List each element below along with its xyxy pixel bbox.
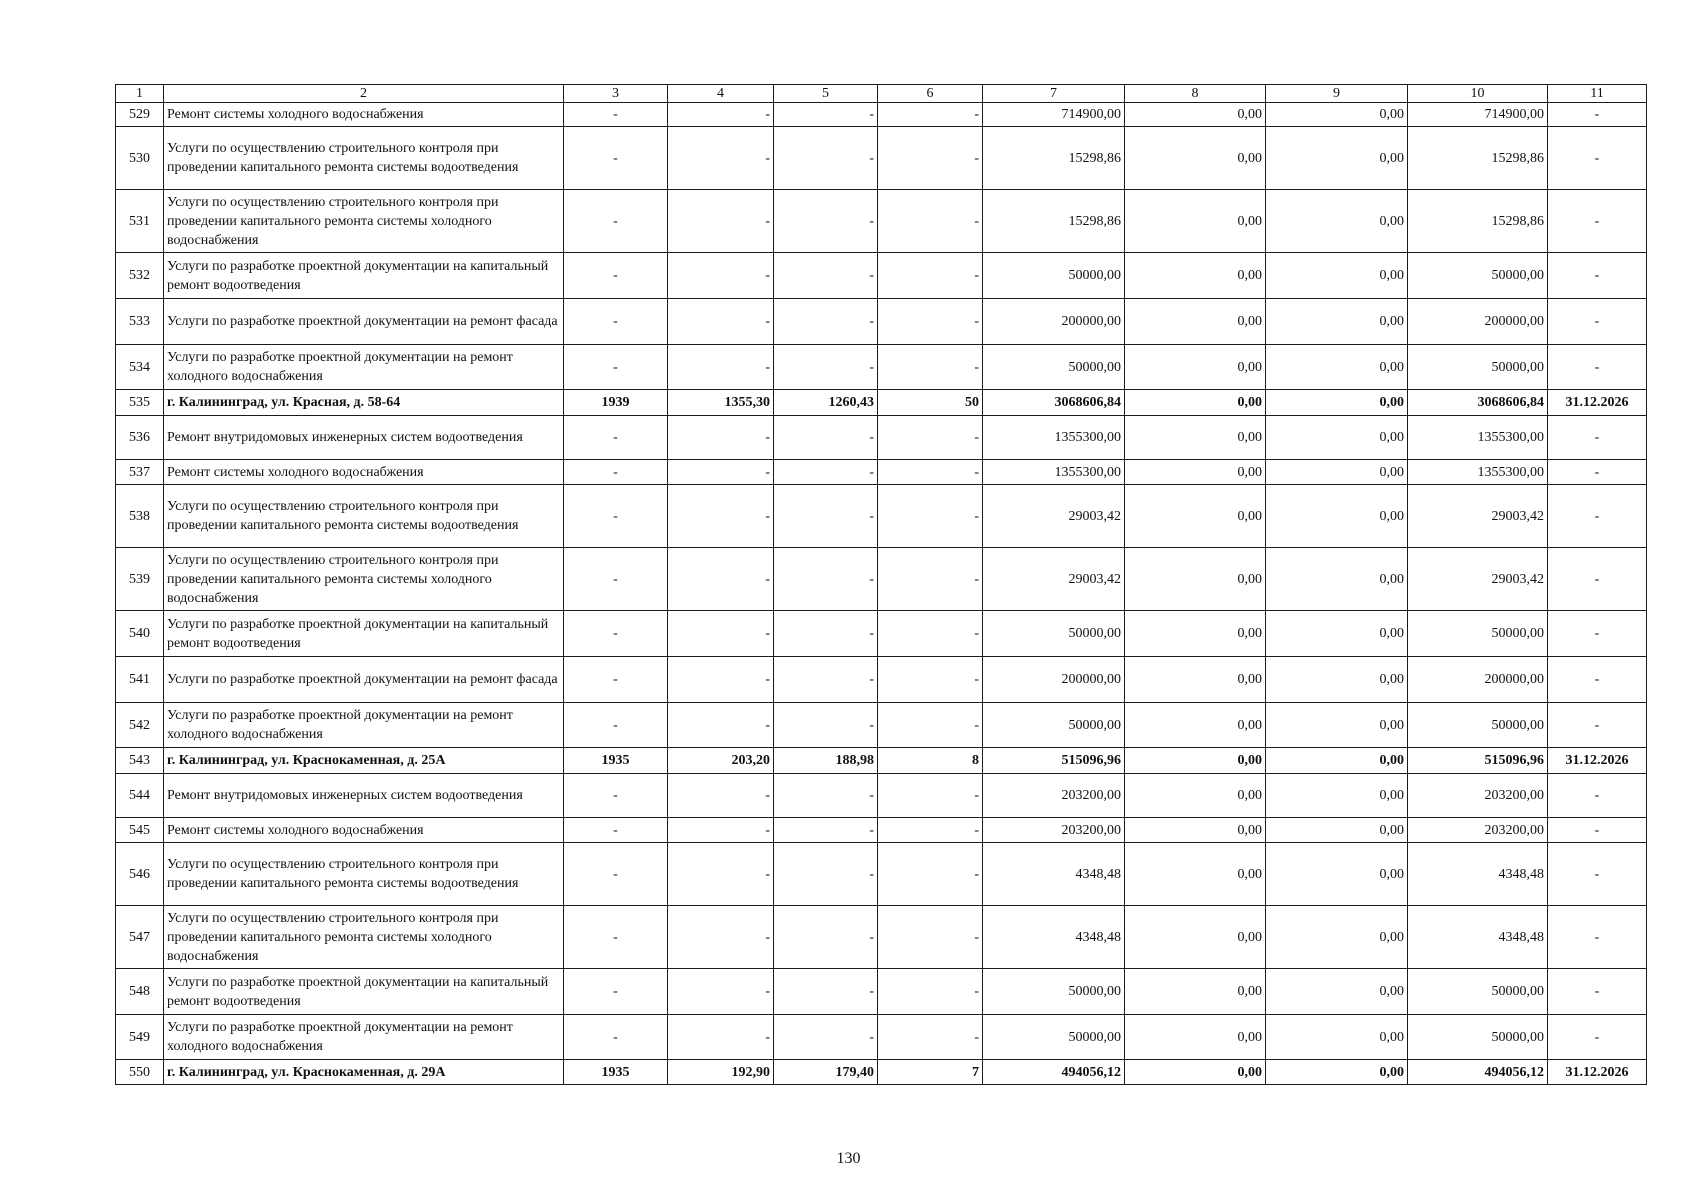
- cell-col-11: -: [1548, 774, 1647, 818]
- address-row: [116, 1060, 1647, 1085]
- cell-col-9: 0,00: [1266, 190, 1408, 253]
- cell-col-3: -: [564, 843, 668, 906]
- cell-col-5: -: [774, 345, 878, 390]
- cell-col-5: 1260,43: [774, 390, 878, 416]
- cell-col-9: 0,00: [1266, 548, 1408, 611]
- cell-col-10: 200000,00: [1408, 299, 1548, 345]
- cell-col-4: -: [668, 253, 774, 299]
- cell-col-6: -: [878, 190, 983, 253]
- row-number: 529: [116, 103, 164, 127]
- row-number: 534: [116, 345, 164, 390]
- cell-col-3: -: [564, 969, 668, 1015]
- cell-col-9: 0,00: [1266, 818, 1408, 843]
- cell-col-10: 50000,00: [1408, 611, 1548, 657]
- cell-col-7: 1355300,00: [983, 416, 1125, 460]
- cell-col-4: -: [668, 548, 774, 611]
- cell-col-9: 0,00: [1266, 345, 1408, 390]
- row-number: 538: [116, 485, 164, 548]
- cell-col-6: 8: [878, 748, 983, 774]
- cell-col-11: -: [1548, 127, 1647, 190]
- table-row: [116, 1015, 1647, 1060]
- cell-col-7: 29003,42: [983, 548, 1125, 611]
- cell-col-5: -: [774, 703, 878, 748]
- cell-col-6: -: [878, 843, 983, 906]
- row-description: Ремонт внутридомовых инженерных систем водоотведения: [164, 416, 564, 460]
- cell-col-11: -: [1548, 416, 1647, 460]
- cell-col-4: 203,20: [668, 748, 774, 774]
- program-table: [115, 84, 1647, 1085]
- cell-col-9: 0,00: [1266, 253, 1408, 299]
- cell-col-9: 0,00: [1266, 611, 1408, 657]
- cell-col-8: 0,00: [1125, 657, 1266, 703]
- cell-col-7: 50000,00: [983, 1015, 1125, 1060]
- cell-col-3: 1935: [564, 1060, 668, 1085]
- cell-col-10: 4348,48: [1408, 906, 1548, 969]
- row-description: Услуги по осуществлению строительного контроля при проведении капитального ремонта системы водоотведения: [164, 127, 564, 190]
- header-cell: 5: [774, 85, 878, 103]
- cell-col-5: 188,98: [774, 748, 878, 774]
- cell-col-6: -: [878, 253, 983, 299]
- cell-col-7: 200000,00: [983, 657, 1125, 703]
- table-body: [116, 85, 1647, 1085]
- cell-col-11: -: [1548, 611, 1647, 657]
- cell-col-6: -: [878, 1015, 983, 1060]
- row-description: г. Калининград, ул. Краснокаменная, д. 25А: [164, 748, 564, 774]
- table-row: [116, 906, 1647, 969]
- cell-col-8: 0,00: [1125, 969, 1266, 1015]
- cell-col-3: -: [564, 345, 668, 390]
- cell-col-7: 200000,00: [983, 299, 1125, 345]
- table-row: [116, 818, 1647, 843]
- cell-col-8: 0,00: [1125, 299, 1266, 345]
- cell-col-8: 0,00: [1125, 611, 1266, 657]
- cell-col-3: -: [564, 703, 668, 748]
- row-number: 543: [116, 748, 164, 774]
- cell-col-6: -: [878, 103, 983, 127]
- cell-col-9: 0,00: [1266, 657, 1408, 703]
- row-number: 530: [116, 127, 164, 190]
- row-number: 536: [116, 416, 164, 460]
- cell-col-9: 0,00: [1266, 748, 1408, 774]
- cell-col-10: 203200,00: [1408, 774, 1548, 818]
- cell-col-9: 0,00: [1266, 127, 1408, 190]
- row-description: Услуги по разработке проектной документации на ремонт холодного водоснабжения: [164, 1015, 564, 1060]
- cell-col-9: 0,00: [1266, 390, 1408, 416]
- cell-col-7: 494056,12: [983, 1060, 1125, 1085]
- row-description: Ремонт системы холодного водоснабжения: [164, 103, 564, 127]
- header-cell: 7: [983, 85, 1125, 103]
- cell-col-10: 200000,00: [1408, 657, 1548, 703]
- cell-col-8: 0,00: [1125, 253, 1266, 299]
- cell-col-9: 0,00: [1266, 460, 1408, 485]
- cell-col-11: -: [1548, 485, 1647, 548]
- cell-col-5: 179,40: [774, 1060, 878, 1085]
- row-number: 541: [116, 657, 164, 703]
- header-cell: 9: [1266, 85, 1408, 103]
- table-row: [116, 611, 1647, 657]
- header-cell: 6: [878, 85, 983, 103]
- cell-col-7: 4348,48: [983, 906, 1125, 969]
- cell-col-5: -: [774, 611, 878, 657]
- cell-col-11: -: [1548, 253, 1647, 299]
- cell-col-6: -: [878, 460, 983, 485]
- cell-col-3: 1939: [564, 390, 668, 416]
- cell-col-4: -: [668, 460, 774, 485]
- cell-col-11: -: [1548, 843, 1647, 906]
- cell-col-10: 15298,86: [1408, 190, 1548, 253]
- header-cell: 10: [1408, 85, 1548, 103]
- cell-col-8: 0,00: [1125, 906, 1266, 969]
- cell-col-10: 50000,00: [1408, 345, 1548, 390]
- cell-col-4: -: [668, 818, 774, 843]
- header-cell: 1: [116, 85, 164, 103]
- table-row: [116, 299, 1647, 345]
- cell-col-3: -: [564, 416, 668, 460]
- cell-col-4: -: [668, 906, 774, 969]
- address-row: [116, 390, 1647, 416]
- row-number: 547: [116, 906, 164, 969]
- cell-col-4: -: [668, 299, 774, 345]
- row-description: Услуги по разработке проектной документации на ремонт холодного водоснабжения: [164, 703, 564, 748]
- cell-col-3: -: [564, 1015, 668, 1060]
- cell-col-7: 515096,96: [983, 748, 1125, 774]
- row-description: Услуги по разработке проектной документации на капитальный ремонт водоотведения: [164, 611, 564, 657]
- cell-col-3: -: [564, 103, 668, 127]
- cell-col-5: -: [774, 843, 878, 906]
- cell-col-6: -: [878, 127, 983, 190]
- row-description: г. Калининград, ул. Краснокаменная, д. 29А: [164, 1060, 564, 1085]
- table-row: [116, 843, 1647, 906]
- cell-col-5: -: [774, 818, 878, 843]
- row-description: Ремонт системы холодного водоснабжения: [164, 460, 564, 485]
- cell-col-6: -: [878, 906, 983, 969]
- cell-col-8: 0,00: [1125, 416, 1266, 460]
- row-description: Услуги по разработке проектной документации на ремонт фасада: [164, 657, 564, 703]
- cell-col-11: 31.12.2026: [1548, 390, 1647, 416]
- cell-col-4: -: [668, 485, 774, 548]
- cell-col-8: 0,00: [1125, 548, 1266, 611]
- cell-col-10: 15298,86: [1408, 127, 1548, 190]
- cell-col-11: 31.12.2026: [1548, 748, 1647, 774]
- table-row: [116, 103, 1647, 127]
- cell-col-3: -: [564, 190, 668, 253]
- cell-col-6: 7: [878, 1060, 983, 1085]
- cell-col-8: 0,00: [1125, 703, 1266, 748]
- table-row: [116, 345, 1647, 390]
- cell-col-8: 0,00: [1125, 818, 1266, 843]
- table-row: [116, 703, 1647, 748]
- row-description: Услуги по осуществлению строительного контроля при проведении капитального ремонта системы водоотведения: [164, 485, 564, 548]
- cell-col-3: -: [564, 818, 668, 843]
- row-number: 546: [116, 843, 164, 906]
- cell-col-4: 192,90: [668, 1060, 774, 1085]
- cell-col-5: -: [774, 127, 878, 190]
- cell-col-4: 1355,30: [668, 390, 774, 416]
- cell-col-10: 50000,00: [1408, 703, 1548, 748]
- cell-col-3: -: [564, 611, 668, 657]
- row-description: Ремонт системы холодного водоснабжения: [164, 818, 564, 843]
- cell-col-5: -: [774, 969, 878, 1015]
- cell-col-7: 50000,00: [983, 345, 1125, 390]
- cell-col-3: -: [564, 460, 668, 485]
- row-number: 540: [116, 611, 164, 657]
- cell-col-8: 0,00: [1125, 774, 1266, 818]
- cell-col-3: -: [564, 906, 668, 969]
- address-row: [116, 748, 1647, 774]
- cell-col-5: -: [774, 190, 878, 253]
- cell-col-11: -: [1548, 190, 1647, 253]
- cell-col-10: 515096,96: [1408, 748, 1548, 774]
- cell-col-3: 1935: [564, 748, 668, 774]
- row-number: 550: [116, 1060, 164, 1085]
- cell-col-4: -: [668, 611, 774, 657]
- row-description: Услуги по разработке проектной документации на ремонт фасада: [164, 299, 564, 345]
- cell-col-8: 0,00: [1125, 1015, 1266, 1060]
- cell-col-11: -: [1548, 460, 1647, 485]
- row-description: Услуги по осуществлению строительного контроля при проведении капитального ремонта системы холодного водоснабжения: [164, 906, 564, 969]
- cell-col-10: 50000,00: [1408, 253, 1548, 299]
- header-cell: 3: [564, 85, 668, 103]
- cell-col-7: 50000,00: [983, 969, 1125, 1015]
- table-row: [116, 460, 1647, 485]
- cell-col-7: 203200,00: [983, 774, 1125, 818]
- cell-col-9: 0,00: [1266, 703, 1408, 748]
- cell-col-8: 0,00: [1125, 460, 1266, 485]
- cell-col-5: -: [774, 253, 878, 299]
- row-number: 535: [116, 390, 164, 416]
- header-cell: 8: [1125, 85, 1266, 103]
- row-number: 549: [116, 1015, 164, 1060]
- cell-col-5: -: [774, 548, 878, 611]
- cell-col-11: -: [1548, 906, 1647, 969]
- cell-col-10: 1355300,00: [1408, 460, 1548, 485]
- header-cell: 2: [164, 85, 564, 103]
- column-number-header: [116, 85, 1647, 103]
- cell-col-6: -: [878, 703, 983, 748]
- cell-col-8: 0,00: [1125, 345, 1266, 390]
- cell-col-5: -: [774, 657, 878, 703]
- cell-col-10: 50000,00: [1408, 1015, 1548, 1060]
- cell-col-11: -: [1548, 103, 1647, 127]
- cell-col-6: -: [878, 416, 983, 460]
- cell-col-7: 714900,00: [983, 103, 1125, 127]
- cell-col-9: 0,00: [1266, 906, 1408, 969]
- cell-col-6: -: [878, 485, 983, 548]
- cell-col-8: 0,00: [1125, 127, 1266, 190]
- cell-col-4: -: [668, 657, 774, 703]
- row-number: 544: [116, 774, 164, 818]
- cell-col-6: -: [878, 969, 983, 1015]
- cell-col-7: 1355300,00: [983, 460, 1125, 485]
- row-description: г. Калининград, ул. Красная, д. 58-64: [164, 390, 564, 416]
- cell-col-7: 50000,00: [983, 611, 1125, 657]
- cell-col-6: -: [878, 611, 983, 657]
- cell-col-9: 0,00: [1266, 416, 1408, 460]
- cell-col-6: 50: [878, 390, 983, 416]
- header-cell: 11: [1548, 85, 1647, 103]
- cell-col-4: -: [668, 345, 774, 390]
- cell-col-5: -: [774, 299, 878, 345]
- cell-col-8: 0,00: [1125, 190, 1266, 253]
- table-row: [116, 127, 1647, 190]
- cell-col-3: -: [564, 657, 668, 703]
- cell-col-3: -: [564, 299, 668, 345]
- table-row: [116, 548, 1647, 611]
- cell-col-5: -: [774, 103, 878, 127]
- cell-col-9: 0,00: [1266, 969, 1408, 1015]
- cell-col-9: 0,00: [1266, 103, 1408, 127]
- cell-col-6: -: [878, 299, 983, 345]
- row-number: 533: [116, 299, 164, 345]
- cell-col-11: -: [1548, 548, 1647, 611]
- cell-col-5: -: [774, 460, 878, 485]
- row-number: 531: [116, 190, 164, 253]
- cell-col-4: -: [668, 190, 774, 253]
- cell-col-4: -: [668, 103, 774, 127]
- row-number: 539: [116, 548, 164, 611]
- cell-col-5: -: [774, 774, 878, 818]
- row-number: 545: [116, 818, 164, 843]
- cell-col-8: 0,00: [1125, 748, 1266, 774]
- cell-col-4: -: [668, 843, 774, 906]
- cell-col-10: 50000,00: [1408, 969, 1548, 1015]
- cell-col-5: -: [774, 906, 878, 969]
- cell-col-10: 29003,42: [1408, 548, 1548, 611]
- cell-col-6: -: [878, 818, 983, 843]
- table-row: [116, 190, 1647, 253]
- cell-col-11: -: [1548, 703, 1647, 748]
- cell-col-4: -: [668, 969, 774, 1015]
- cell-col-8: 0,00: [1125, 843, 1266, 906]
- cell-col-3: -: [564, 127, 668, 190]
- cell-col-11: 31.12.2026: [1548, 1060, 1647, 1085]
- cell-col-5: -: [774, 416, 878, 460]
- cell-col-7: 50000,00: [983, 253, 1125, 299]
- cell-col-9: 0,00: [1266, 1060, 1408, 1085]
- cell-col-7: 15298,86: [983, 190, 1125, 253]
- cell-col-8: 0,00: [1125, 1060, 1266, 1085]
- table-row: [116, 253, 1647, 299]
- cell-col-10: 714900,00: [1408, 103, 1548, 127]
- cell-col-6: -: [878, 774, 983, 818]
- row-description: Услуги по разработке проектной документации на капитальный ремонт водоотведения: [164, 969, 564, 1015]
- cell-col-3: -: [564, 253, 668, 299]
- cell-col-3: -: [564, 548, 668, 611]
- cell-col-11: -: [1548, 969, 1647, 1015]
- cell-col-6: -: [878, 657, 983, 703]
- cell-col-5: -: [774, 485, 878, 548]
- cell-col-9: 0,00: [1266, 299, 1408, 345]
- cell-col-9: 0,00: [1266, 774, 1408, 818]
- row-description: Услуги по осуществлению строительного контроля при проведении капитального ремонта системы водоотведения: [164, 843, 564, 906]
- table-row: [116, 485, 1647, 548]
- cell-col-10: 203200,00: [1408, 818, 1548, 843]
- cell-col-4: -: [668, 774, 774, 818]
- cell-col-7: 29003,42: [983, 485, 1125, 548]
- cell-col-7: 4348,48: [983, 843, 1125, 906]
- row-description: Услуги по разработке проектной документации на ремонт холодного водоснабжения: [164, 345, 564, 390]
- cell-col-10: 1355300,00: [1408, 416, 1548, 460]
- table-row: [116, 774, 1647, 818]
- row-description: Услуги по осуществлению строительного контроля при проведении капитального ремонта системы холодного водоснабжения: [164, 190, 564, 253]
- header-cell: 4: [668, 85, 774, 103]
- cell-col-4: -: [668, 127, 774, 190]
- cell-col-9: 0,00: [1266, 1015, 1408, 1060]
- cell-col-7: 203200,00: [983, 818, 1125, 843]
- cell-col-8: 0,00: [1125, 485, 1266, 548]
- cell-col-10: 3068606,84: [1408, 390, 1548, 416]
- cell-col-8: 0,00: [1125, 103, 1266, 127]
- table-row: [116, 416, 1647, 460]
- cell-col-5: -: [774, 1015, 878, 1060]
- cell-col-9: 0,00: [1266, 485, 1408, 548]
- cell-col-3: -: [564, 774, 668, 818]
- cell-col-10: 29003,42: [1408, 485, 1548, 548]
- cell-col-3: -: [564, 485, 668, 548]
- table-row: [116, 657, 1647, 703]
- row-number: 532: [116, 253, 164, 299]
- row-number: 542: [116, 703, 164, 748]
- cell-col-6: -: [878, 345, 983, 390]
- table-row: [116, 969, 1647, 1015]
- cell-col-8: 0,00: [1125, 390, 1266, 416]
- cell-col-10: 4348,48: [1408, 843, 1548, 906]
- row-number: 548: [116, 969, 164, 1015]
- cell-col-7: 15298,86: [983, 127, 1125, 190]
- cell-col-7: 3068606,84: [983, 390, 1125, 416]
- cell-col-4: -: [668, 416, 774, 460]
- cell-col-11: -: [1548, 818, 1647, 843]
- row-description: Услуги по разработке проектной документации на капитальный ремонт водоотведения: [164, 253, 564, 299]
- cell-col-4: -: [668, 1015, 774, 1060]
- cell-col-6: -: [878, 548, 983, 611]
- cell-col-10: 494056,12: [1408, 1060, 1548, 1085]
- cell-col-11: -: [1548, 1015, 1647, 1060]
- cell-col-11: -: [1548, 657, 1647, 703]
- cell-col-11: -: [1548, 299, 1647, 345]
- cell-col-9: 0,00: [1266, 843, 1408, 906]
- row-description: Ремонт внутридомовых инженерных систем водоотведения: [164, 774, 564, 818]
- page-number: 130: [836, 1150, 861, 1167]
- cell-col-7: 50000,00: [983, 703, 1125, 748]
- cell-col-11: -: [1548, 345, 1647, 390]
- row-number: 537: [116, 460, 164, 485]
- cell-col-4: -: [668, 703, 774, 748]
- row-description: Услуги по осуществлению строительного контроля при проведении капитального ремонта системы холодного водоснабжения: [164, 548, 564, 611]
